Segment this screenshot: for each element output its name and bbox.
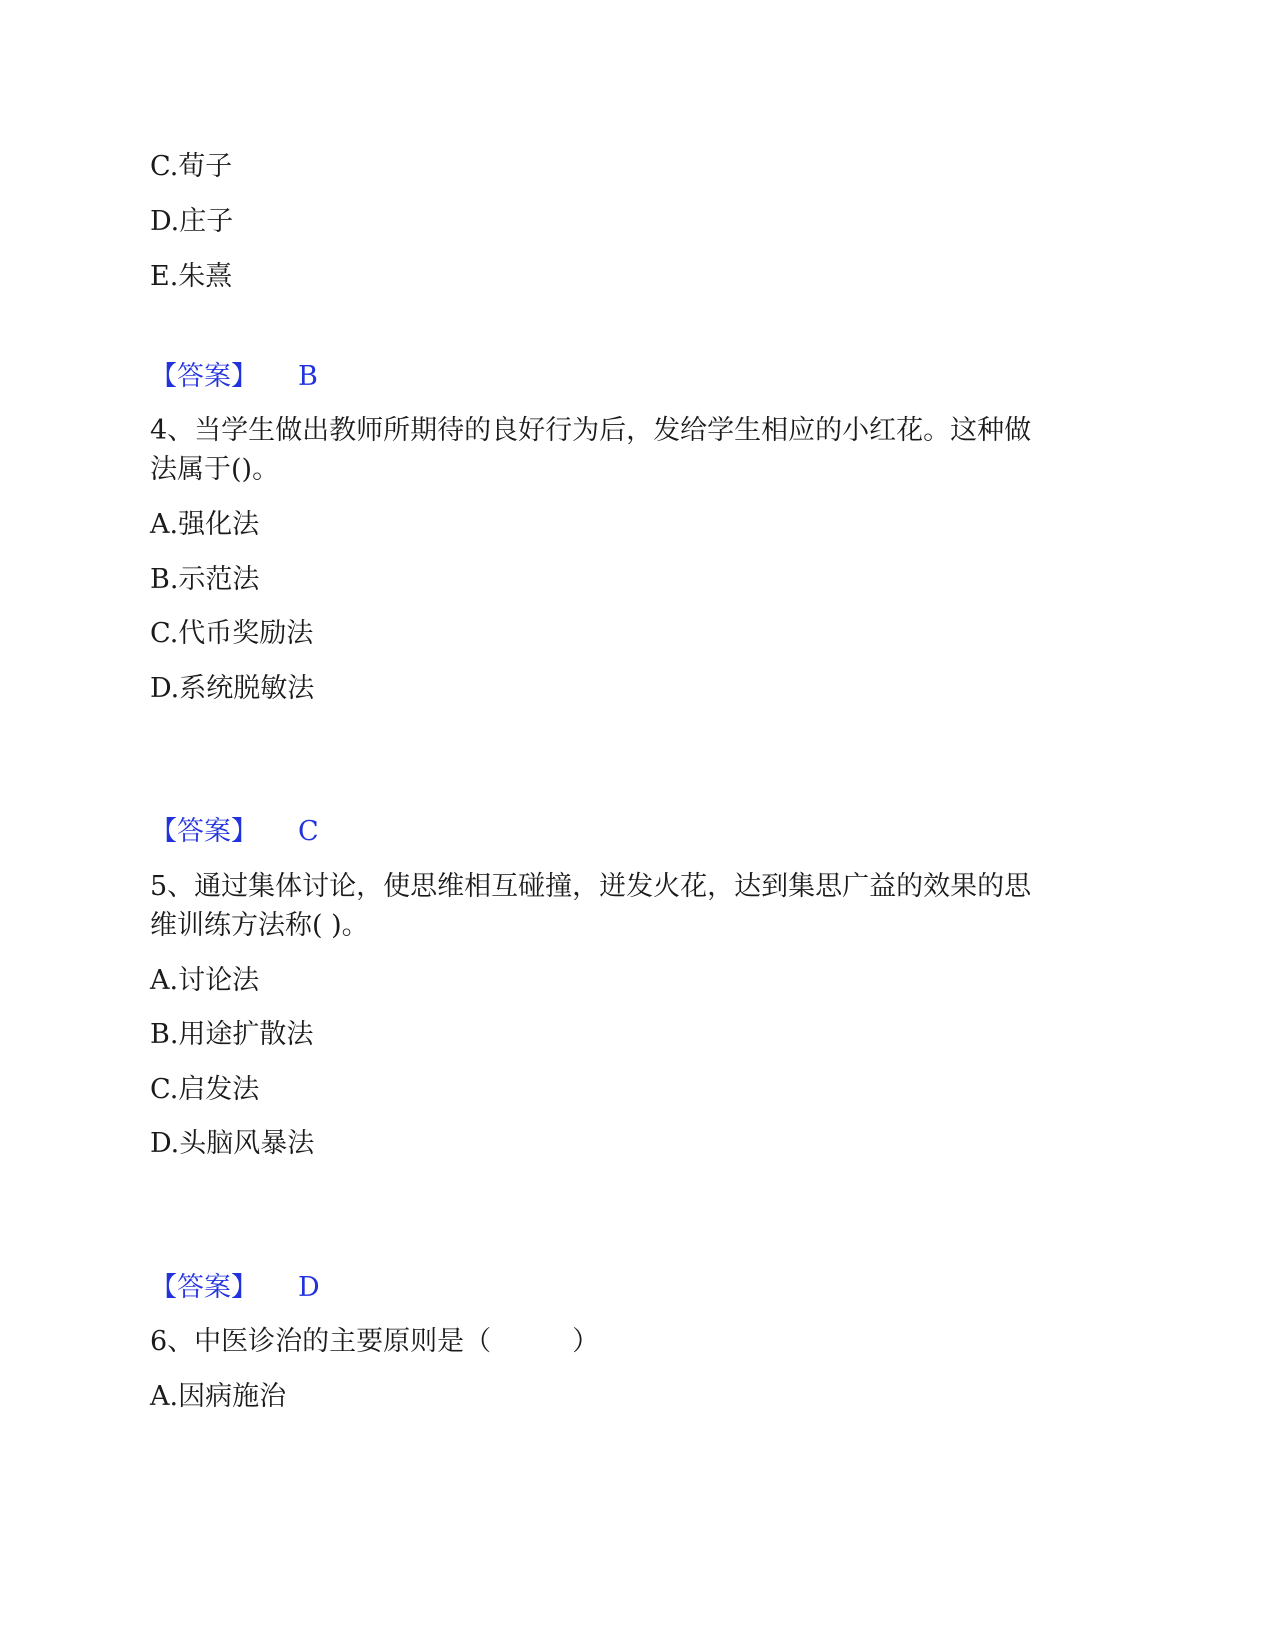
- q5-option-b: B.用途扩散法: [150, 1019, 314, 1050]
- q5-answer-value: D: [298, 1272, 320, 1303]
- q3-option-d: D.庄子: [150, 206, 234, 237]
- q5-option-a: A.讨论法: [150, 965, 260, 996]
- q5-question-line2: 维训练方法称( )。: [150, 910, 369, 941]
- q5-option-d: D.头脑风暴法: [150, 1128, 315, 1159]
- q4-option-c: C.代币奖励法: [150, 618, 314, 649]
- q4-question-line1: 4、当学生做出教师所期待的良好行为后，发给学生相应的小红花。这种做: [150, 415, 1032, 446]
- q4-question-line2: 法属于()。: [150, 454, 280, 485]
- q6-question-line1: 6、中医诊治的主要原则是（ ）: [150, 1326, 600, 1357]
- q3-answer-value: B: [298, 361, 318, 392]
- q4-answer-label: 【答案】: [150, 816, 258, 847]
- q3-answer-label: 【答案】: [150, 361, 258, 392]
- q3-option-c: C.荀子: [150, 151, 233, 182]
- q4-answer-value: C: [298, 816, 319, 847]
- q5-answer-label: 【答案】: [150, 1272, 258, 1303]
- q5-option-c: C.启发法: [150, 1074, 260, 1105]
- q3-option-e: E.朱熹: [150, 261, 233, 292]
- q4-option-d: D.系统脱敏法: [150, 673, 315, 704]
- q4-option-a: A.强化法: [150, 509, 260, 540]
- q6-option-a: A.因病施治: [150, 1381, 287, 1412]
- q5-question-line1: 5、通过集体讨论，使思维相互碰撞，迸发火花，达到集思广益的效果的思: [150, 871, 1032, 902]
- q4-option-b: B.示范法: [150, 564, 260, 595]
